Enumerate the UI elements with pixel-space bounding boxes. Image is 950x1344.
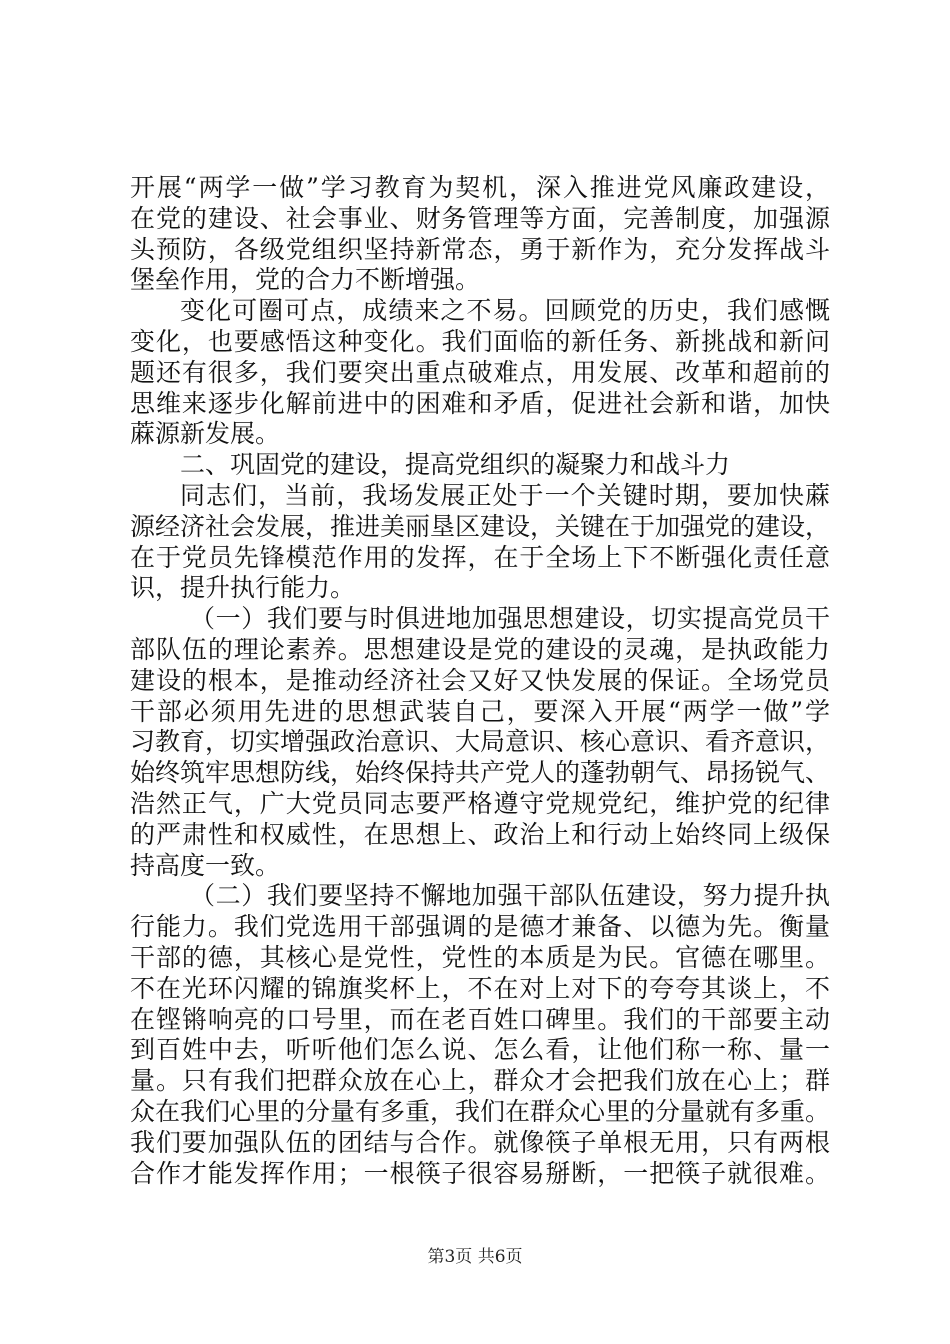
text-line: 题还有很多，我们要突出重点破难点，用发展、改革和超前的 [130,357,830,387]
text-line: 不在光环闪耀的锦旗奖杯上，不在对上对下的夸夸其谈上，不 [130,973,830,1003]
text-line: 在于党员先锋模范作用的发挥，在于全场上下不断强化责任意 [130,542,830,572]
text-line: 干部必须用先进的思想武装自己，要深入开展“两学一做”学 [130,696,830,726]
text-line: 到百姓中去，听听他们怎么说、怎么看，让他们称一称、量一 [130,1035,830,1065]
section-heading [130,450,830,481]
text-line: 建设的根本，是推动经济社会又好又快发展的保证。全场党员 [130,665,830,695]
text-line: 行能力。我们党选用干部强调的是德才兼备、以德为先。衡量 [130,912,830,942]
text-line: 二、巩固党的建设，提高党组织的凝聚力和战斗力 [180,450,731,480]
text-line: 习教育，切实增强政治意识、大局意识、核心意识、看齐意识， [130,727,831,757]
paragraph-2 [130,296,830,450]
text-line: 在党的建设、社会事业、财务管理等方面，完善制度，加强源 [130,203,830,233]
text-line: 我们要加强队伍的团结与合作。就像筷子单根无用，只有两根 [130,1127,830,1157]
text-line: （一）我们要与时俱进地加强思想建设，切实提高党员干 [190,604,830,634]
text-line: （二）我们要坚持不懈地加强干部队伍建设，努力提升执 [190,881,830,911]
paragraph-4 [130,604,830,881]
text-line: 堡垒作用，党的合力不断增强。 [130,265,481,295]
text-line: 识，提升执行能力。 [130,573,356,603]
text-line: 浩然正气，广大党员同志要严格遵守党规党纪，维护党的纪律 [130,788,830,818]
text-line: 变化，也要感悟这种变化。我们面临的新任务、新挑战和新问 [130,326,830,356]
paragraph-3 [130,481,830,604]
page-number: 第3页 共6页 [427,1247,523,1267]
paragraph-1 [130,173,830,296]
text-line: 始终筑牢思想防线，始终保持共产党人的蓬勃朝气、昂扬锐气、 [130,758,831,788]
text-line: 变化可圈可点，成绩来之不易。回顾党的历史，我们感慨 [180,296,830,326]
text-line: 开展“两学一做”学习教育为契机，深入推进党风廉政建设， [130,173,830,202]
document-body [130,173,830,1189]
text-line: 部队伍的理论素养。思想建设是党的建设的灵魂，是执政能力 [130,634,830,664]
text-line: 众在我们心里的分量有多重，我们在群众心里的分量就有多重。 [130,1096,831,1126]
text-line: 头预防，各级党组织坚持新常态，勇于新作为，充分发挥战斗 [130,234,830,264]
text-line: 思维来逐步化解前进中的困难和矛盾，促进社会新和谐，加快 [130,388,830,418]
text-line: 蔴源新发展。 [130,419,281,449]
text-line: 的严肃性和权威性，在思想上、政治上和行动上始终同上级保 [130,819,830,849]
text-line: 合作才能发挥作用；一根筷子很容易掰断，一把筷子就很难。 [130,1158,830,1188]
text-line: 持高度一致。 [130,850,281,880]
paragraph-5 [130,881,830,1189]
text-line: 干部的德，其核心是党性，党性的本质是为民。官德在哪里。 [130,942,830,972]
text-line: 同志们，当前，我场发展正处于一个关键时期，要加快蔴 [180,480,830,510]
text-line: 源经济社会发展，推进美丽垦区建设，关键在于加强党的建设， [130,511,831,541]
text-line: 量。只有我们把群众放在心上，群众才会把我们放在心上；群 [130,1066,830,1096]
text-line: 在铿锵响亮的口号里，而在老百姓口碑里。我们的干部要主动 [130,1004,830,1034]
